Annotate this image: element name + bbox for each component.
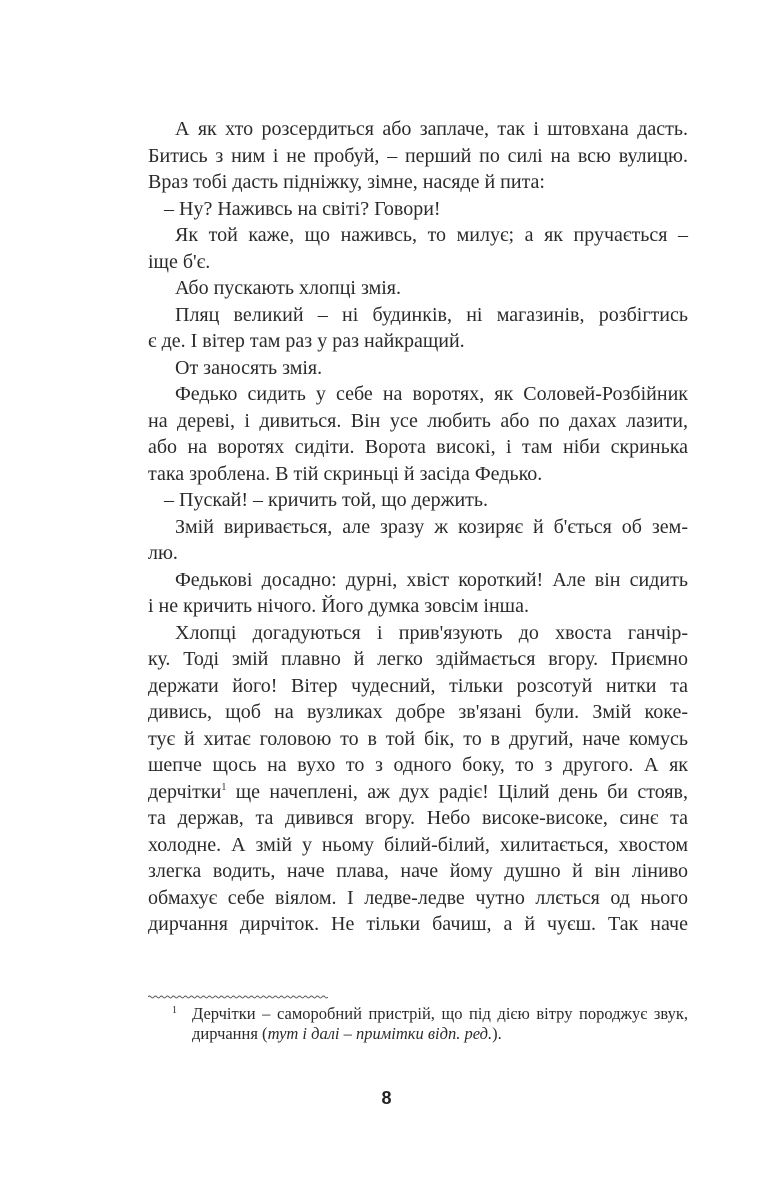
text-line: Федько сидить у себе на воротях, як Соловей-Розбійник [175,383,688,405]
text-line: злегка водить, наче плава, наче йому душно й він ліниво [148,860,688,882]
text-line: така зроблена. В тій скриньці й засіда Федько. [148,462,543,485]
footnote-line-2 [192,1024,688,1044]
text-line: Як той каже, що наживсь, то милує; а як пручається – [175,224,688,246]
text-line: є де. І вітер там раз у раз найкращий. [148,330,465,352]
footnote-number: 1 [172,1005,177,1016]
text-line: Або пускають хлопці змія. [175,277,401,299]
text-line: дирчання дирчіток. Не тільки бачиш, а й чуєш. Так наче [148,913,688,935]
main-text [148,116,688,938]
text-line: Пляц великий – ні будинків, ні магазинів, розбігтись [175,303,688,326]
footnote-separator [148,992,328,1002]
text-line: держати його! Вітер чудесний, тільки розсотуй нитки та [148,674,688,697]
text-line [148,779,688,806]
text-line: на дереві, і дивиться. Він усе любить або по дахах лазити, [148,409,688,432]
footnote-reference[interactable]: 1 [221,781,227,793]
footnote-line-1: Дерчітки – саморобний пристрій, що під дією вітру породжує звук, [192,1004,688,1023]
text-line: – Пускай! – кричить той, що держить. [164,489,489,511]
text-line: ку. Тоді змій плавно й легко здіймається вгору. Приємно [148,648,688,670]
text-line: лю. [148,542,178,564]
footnote-text: дирчання ( [192,1024,268,1043]
footnote-italic-note: тут і далі – примітки відп. ред. [267,1024,493,1043]
text-line: та держав, та дивився вгору. Небо високе-високе, синє та [148,807,688,829]
text-line: А як хто розсердиться або заплаче, так і штовхана дасть. [175,118,688,140]
text-line: Враз тобі дасть підніжку, зімне, насяде й пита: [148,171,545,193]
text-line: От заносять змія. [175,356,323,379]
text-line: шепче щось на вухо то з одного боку, то з другого. А як [148,754,688,776]
text-line: дивись, щоб на вузликах добре зв'язані були. Змій коке- [148,701,688,723]
text-line: іще б'є. [148,250,211,273]
text-line: Федькові досадно: дурні, хвіст короткий! Але він сидить [175,568,688,591]
footnote [148,1004,688,1044]
text-line: Змій виривається, але зразу ж козиряє й б'ється об зем- [175,515,688,538]
text-line: Битись з ним і не пробуй, – перший по силі на всю вулицю. [148,144,688,167]
line-text: ще начеплені, аж дух радіє! Цілий день би стояв, [226,780,688,803]
text-line: Хлопці догадуються і прив'язують до хвоста ганчір- [175,621,688,644]
text-line: обмахує себе віялом. І ледве-ледве чутно ллється од нього [148,886,688,909]
footnote-text-end: ). [492,1024,502,1043]
footnote-body [192,1004,688,1044]
text-line: і не кричить нічого. Його думка зовсім інша. [148,595,529,617]
text-line: або на воротях сидіти. Ворота високі, і там ніби скринька [148,436,688,458]
text-line: – Ну? Наживсь на світі? Говори! [164,197,441,220]
page-number: 8 [381,1088,392,1108]
text-line: тує й хитає головою то в той бік, то в другий, наче комусь [148,727,688,750]
text-line: холодне. А змій у ньому білий-білий, хилитається, хвостом [148,833,688,856]
footnoted-word: дерчітки [148,780,222,803]
